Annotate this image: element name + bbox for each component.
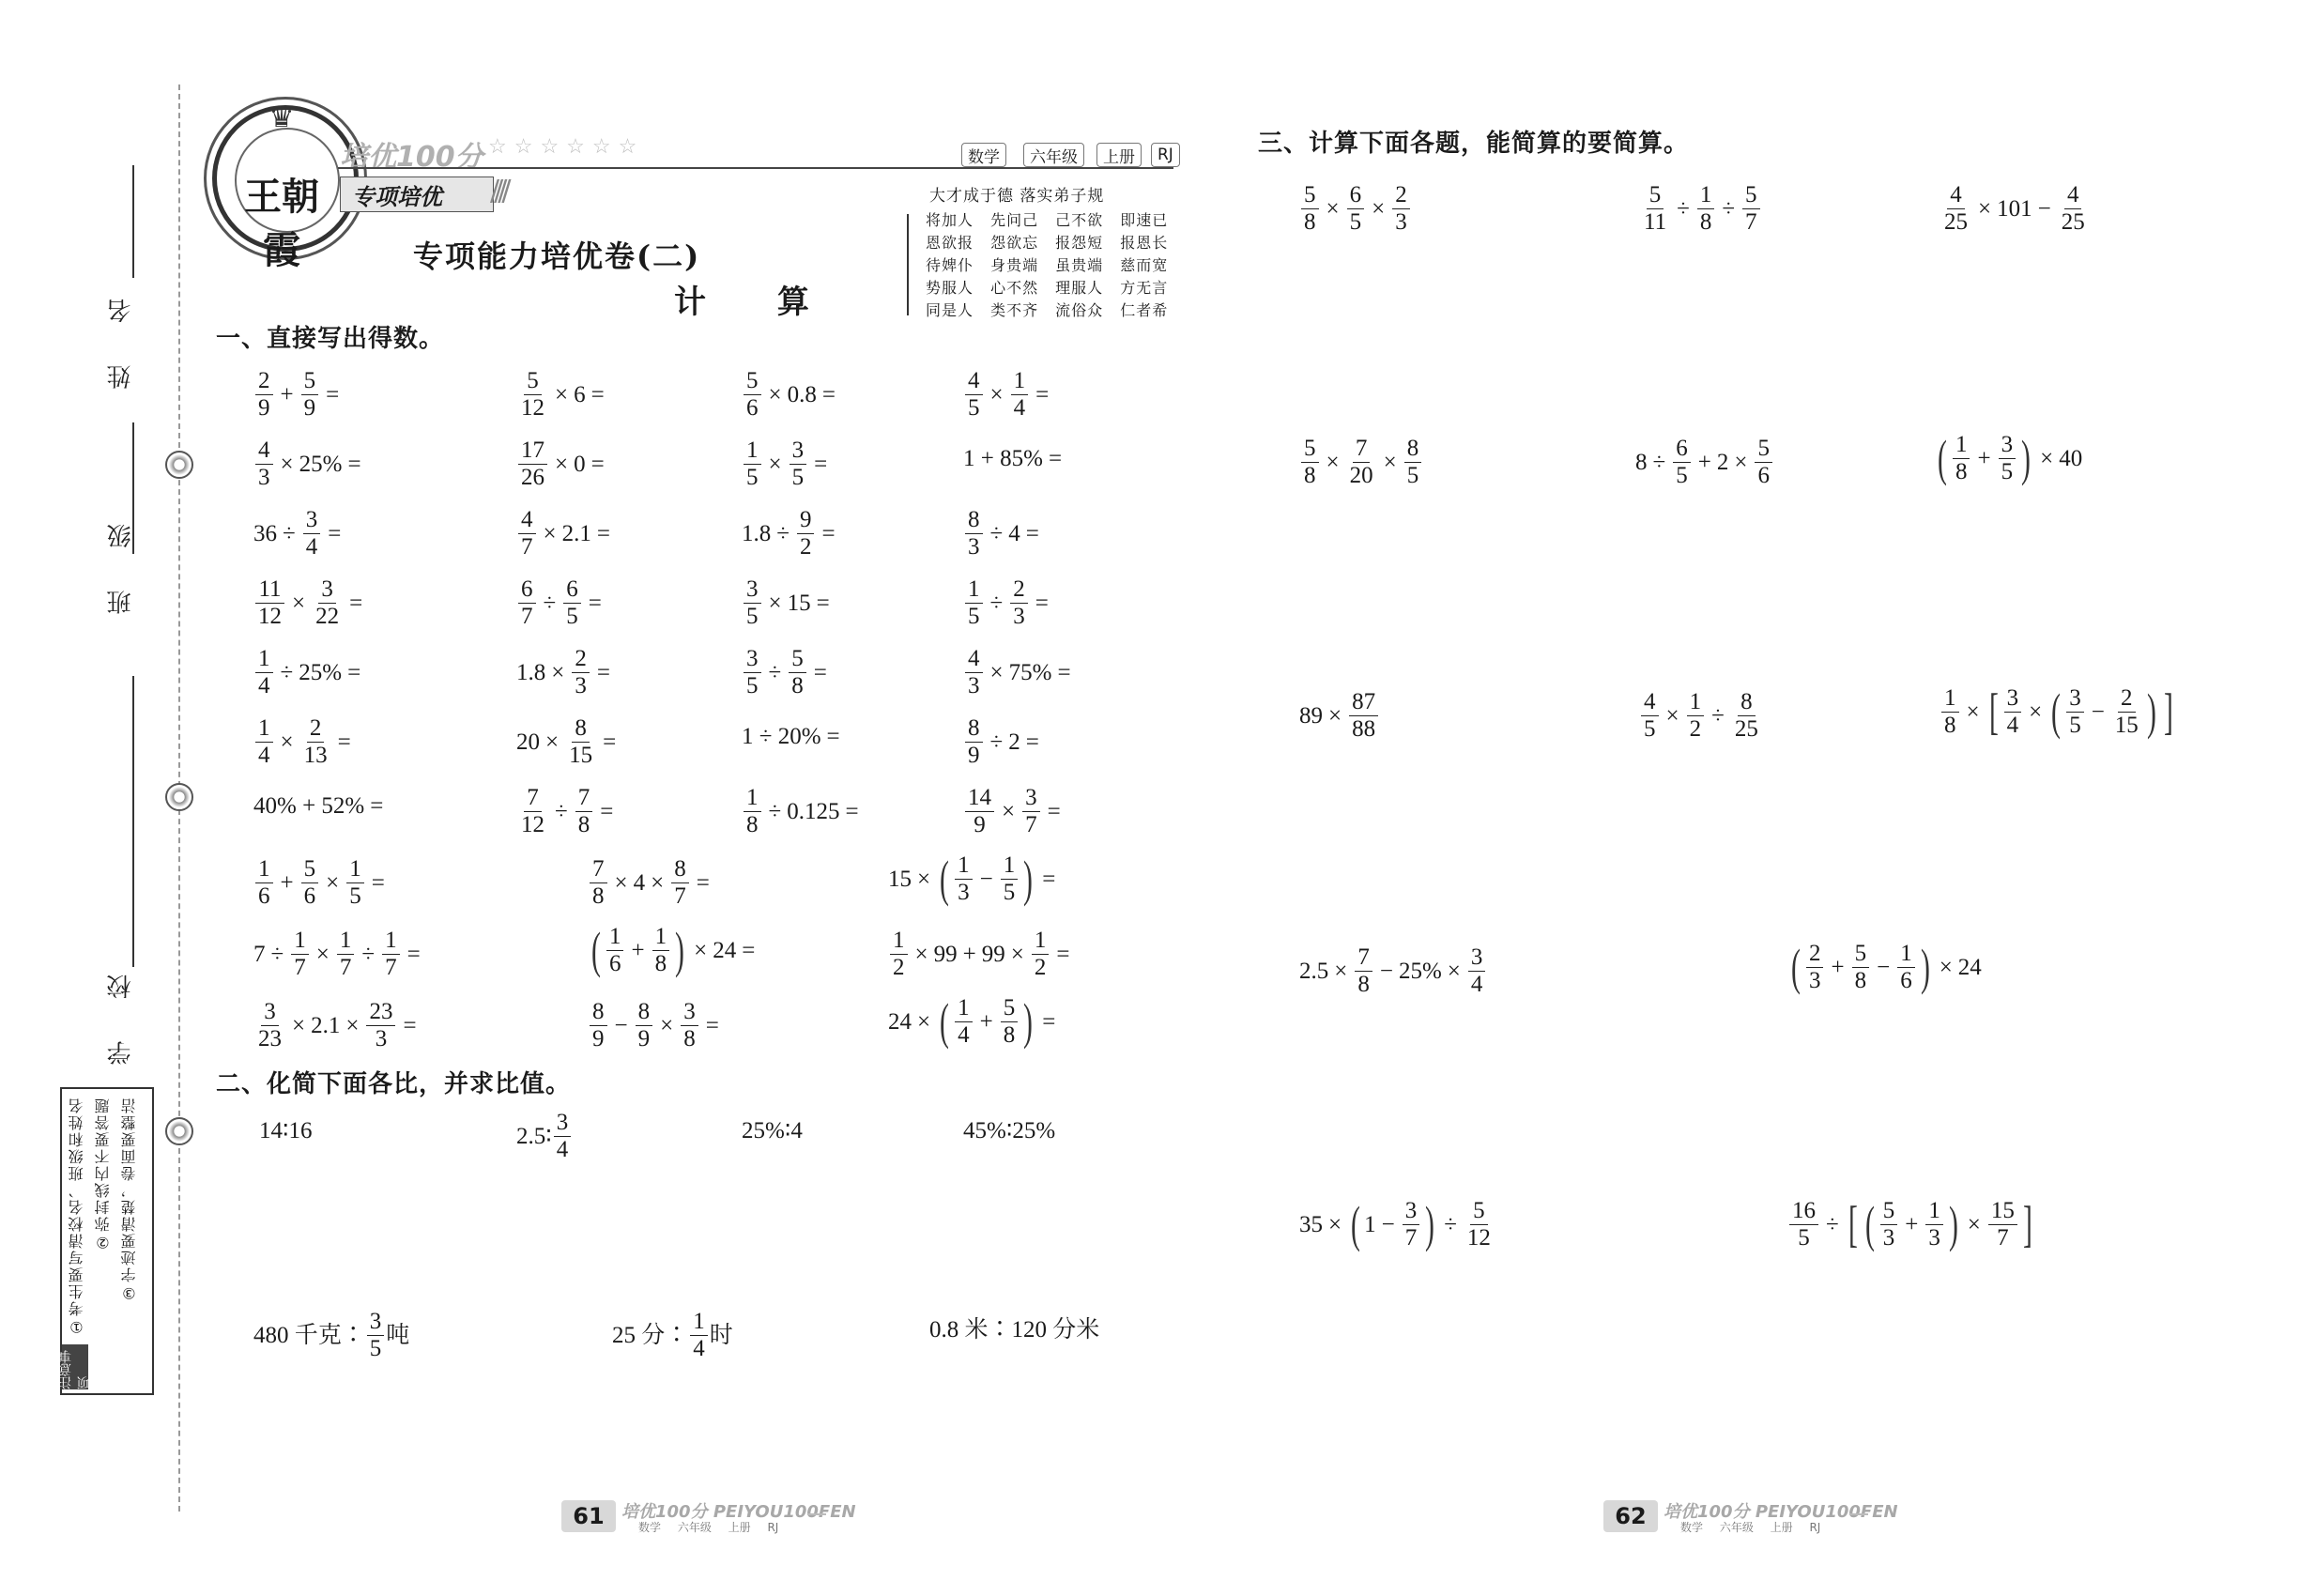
problem-5-3: $\frac{3}{5}$ ÷ $\frac{5}{8}$ = bbox=[742, 646, 833, 698]
problem-10-3: 24 × ( 1 4 + $\frac{5}{8}$ ) = bbox=[888, 993, 1056, 1050]
problem-1-4: $\frac{4}{5}$ × $\frac{1}{4}$ = bbox=[963, 368, 1054, 421]
name-line bbox=[132, 165, 134, 278]
notice-item: ③字迹要清楚，卷面要整洁 bbox=[120, 1097, 138, 1302]
problem-1-3: $\frac{5}{6}$ × 0.8 = bbox=[742, 368, 841, 421]
motto-line: 势服人 心不然 理服人 方无言 bbox=[926, 279, 1169, 297]
motto-heading: 大才成于德 落实弟子规 bbox=[929, 187, 1105, 206]
ratio-7: 0.8 米∶120 分米 bbox=[929, 1317, 1100, 1343]
problem-10-1: $\frac{3}{23}$ × 2.1 × $\frac{23}{3}$ = bbox=[258, 999, 417, 1051]
footer-arrow-left bbox=[807, 1513, 826, 1515]
notice-item: ②弥封线内不要答题 bbox=[94, 1097, 112, 1251]
notice-item: ①考生要写清校名、班级和姓名 bbox=[68, 1097, 85, 1336]
problem-3-3: 1.8 ÷ $\frac{9}{2}$ = bbox=[742, 507, 836, 560]
problem-4-4: $\frac{1}{5}$ ÷ $\frac{2}{3}$ = bbox=[963, 576, 1054, 629]
paper-title: 专项能力培优卷(二) bbox=[413, 238, 701, 274]
problem-2-4: 1 + 85% = bbox=[963, 446, 1063, 471]
problem-9-3: $\frac{1}{2}$ × 99 + 99 × $\frac{1}{2}$ = bbox=[888, 928, 1075, 980]
ratio-1: 14∶16 bbox=[259, 1118, 313, 1143]
problem-5-1: $\frac{1}{4}$ ÷ 25% = bbox=[253, 646, 366, 698]
calc-5: 8 ÷ $\frac{6}{5}$ + 2 × $\frac{5}{6}$ bbox=[1635, 436, 1774, 488]
problem-1-1: 2 9 + $\frac{5}{9}$ = bbox=[253, 368, 345, 421]
subject-pill: 数学 bbox=[961, 143, 1006, 167]
calc-8: $\frac{4}{5}$ × $\frac{1}{2}$ ÷ $\frac{8}{25}$ bbox=[1639, 689, 1763, 742]
motto-line: 恩欲报 怨欲忘 报怨短 报恩长 bbox=[926, 234, 1169, 252]
binding-hole bbox=[165, 1117, 193, 1145]
calc-7: 89 × $\frac{87}{88}$ bbox=[1299, 689, 1380, 742]
problem-7-1: 40% + 52% = bbox=[253, 793, 384, 819]
problem-9-1: 7 ÷ $\frac{1}{7}$ × $\frac{1}{7}$ ÷ $\frac{1}{7}$ = bbox=[253, 928, 421, 980]
notice-title: 注意事项 bbox=[62, 1344, 88, 1389]
class-label: 班 级 bbox=[107, 507, 135, 615]
problem-8-1: 1 6 + $\frac{5}{6}$ × $\frac{1}{5}$ = bbox=[253, 856, 391, 909]
calc-13: $\frac{16}{5}$ ÷ [ ( 5 3 + $\frac{1}{3}$ ) × $\frac{15}{7}$ ] bbox=[1787, 1198, 2036, 1251]
calc-12: 35 × ( 1 − $\frac{3}{7}$ ) ÷ $\frac{5}{12}$ bbox=[1299, 1196, 1491, 1252]
problem-5-2: 1.8 × $\frac{2}{3}$ = bbox=[516, 646, 610, 698]
logo-text: 王朝霞 bbox=[244, 175, 319, 272]
paper-subtitle: 计 算 bbox=[674, 284, 839, 321]
problem-3-1: 36 ÷ $\frac{3}{4}$ = bbox=[253, 507, 342, 560]
ratio-4: 45%∶25% bbox=[963, 1118, 1056, 1143]
problem-7-3: $\frac{1}{8}$ ÷ 0.125 = bbox=[742, 785, 865, 837]
problem-6-2: 20 × $\frac{8}{15}$ = bbox=[516, 715, 617, 768]
calc-6: ( 1 8 + $\frac{3}{5}$ ) × 40 bbox=[1938, 430, 2083, 486]
problem-8-3: 15 × ( 1 3 − $\frac{1}{5}$ ) = bbox=[888, 851, 1056, 907]
tab-decoration: //// bbox=[490, 175, 506, 207]
ratio-6: 25 分∶ 1 4 时 bbox=[612, 1309, 733, 1361]
header-rule bbox=[338, 167, 1173, 169]
problem-10-2: 8 9 − $\frac{8}{9}$ × $\frac{3}{8}$ = bbox=[588, 999, 725, 1051]
problem-6-1: $\frac{1}{4}$ × $\frac{2}{13}$ = bbox=[253, 715, 357, 768]
problem-1-2: $\frac{5}{12}$ × 6 = bbox=[521, 368, 605, 421]
name-label: 姓 名 bbox=[107, 282, 135, 390]
ratio-2: 2.5∶ 3 4 bbox=[516, 1110, 573, 1162]
problem-6-4: $\frac{8}{9}$ ÷ 2 = bbox=[963, 715, 1045, 768]
problem-2-2: $\frac{17}{26}$ × 0 = bbox=[516, 437, 610, 490]
page-number-right: 62 bbox=[1603, 1500, 1658, 1532]
problem-2-3: $\frac{1}{5}$ × $\frac{3}{5}$ = bbox=[742, 437, 833, 490]
footer-brand-right: 培优100分 PEIYOU100FEN bbox=[1664, 1502, 1898, 1522]
calc-4: $\frac{5}{8}$ × $\frac{7}{20}$ × $\frac{8}{5}$ bbox=[1299, 436, 1423, 488]
school-line bbox=[132, 676, 134, 967]
calc-9: $\frac{1}{8}$ × [ $\frac{3}{4}$ × ( 3 5 − $\frac{2}{15}$ ) ] bbox=[1940, 685, 2177, 738]
problem-5-4: $\frac{4}{3}$ × 75% = bbox=[963, 646, 1077, 698]
motto-line: 待婢仆 身贵端 虽贵端 慈而宽 bbox=[926, 256, 1169, 274]
section-2-heading: 二、化简下面各比，并求比值。 bbox=[216, 1070, 572, 1098]
problem-8-2: $\frac{7}{8}$ × 4 × $\frac{8}{7}$ = bbox=[588, 856, 715, 909]
calc-3: $\frac{4}{25}$ × 101 − $\frac{4}{25}$ bbox=[1944, 182, 2085, 235]
rating-stars: ☆☆☆☆☆☆ bbox=[488, 135, 645, 159]
page-number-left: 61 bbox=[561, 1500, 616, 1532]
grade-pill: 六年级 bbox=[1023, 143, 1084, 167]
problem-4-2: $\frac{6}{7}$ ÷ $\frac{6}{5}$ = bbox=[516, 576, 607, 629]
class-line bbox=[132, 422, 134, 554]
calc-2: $\frac{5}{11}$ ÷ $\frac{1}{8}$ ÷ $\frac{5}{7}$ bbox=[1639, 182, 1762, 235]
ratio-5: 480 千克∶ 3 5 吨 bbox=[253, 1309, 410, 1361]
volume-pill: 上册 bbox=[1096, 143, 1142, 167]
motto-line: 同是人 类不齐 流俗众 仁者希 bbox=[926, 301, 1169, 319]
problem-4-3: $\frac{3}{5}$ × 15 = bbox=[742, 576, 836, 629]
calc-10: 2.5 × $\frac{7}{8}$ − 25% × $\frac{3}{4}$ bbox=[1299, 944, 1487, 997]
school-label: 学 校 bbox=[107, 958, 135, 1066]
footer-brand-left: 培优100分 PEIYOU100FEN bbox=[621, 1502, 856, 1522]
edition-pill: RJ bbox=[1151, 143, 1180, 167]
crown-icon: ♛ bbox=[268, 101, 295, 134]
section-1-heading: 一、直接写出得数。 bbox=[216, 325, 445, 353]
calc-1: $\frac{5}{8}$ × $\frac{6}{5}$ × $\frac{2}{3}$ bbox=[1299, 182, 1412, 235]
problem-7-2: $\frac{7}{12}$ ÷ $\frac{7}{8}$ = bbox=[521, 785, 614, 837]
binding-hole bbox=[165, 783, 193, 811]
problem-7-4: $\frac{14}{9}$ × $\frac{3}{7}$ = bbox=[963, 785, 1066, 837]
section-3-heading: 三、计算下面各题，能简算的要简算。 bbox=[1258, 130, 1690, 158]
footer-arrow-right bbox=[1849, 1513, 1868, 1515]
problem-9-2: ( 1 6 + $\frac{1}{8}$ ) × 24 = bbox=[591, 922, 756, 978]
footer-sub-left: 数学 六年级 上册 RJ bbox=[638, 1521, 779, 1534]
problem-3-4: $\frac{8}{3}$ ÷ 4 = bbox=[963, 507, 1045, 560]
brand-name: 培优100分 bbox=[340, 141, 483, 174]
ratio-3: 25%∶4 bbox=[742, 1118, 803, 1143]
problem-3-2: $\frac{4}{7}$ × 2.1 = bbox=[516, 507, 616, 560]
series-tab: 专项培优 bbox=[340, 176, 494, 212]
motto-divider bbox=[907, 214, 909, 315]
calc-11: ( 2 3 + $\frac{5}{8}$ − $\frac{1}{6}$ ) × 24 bbox=[1791, 939, 1982, 995]
footer-sub-right: 数学 六年级 上册 RJ bbox=[1680, 1521, 1821, 1534]
problem-4-1: $\frac{11}{12}$ × $\frac{3}{22}$ = bbox=[253, 576, 368, 629]
binding-hole bbox=[165, 451, 193, 479]
problem-6-3: 1 ÷ 20% = bbox=[742, 724, 840, 749]
motto-line: 将加人 先问己 己不欲 即速已 bbox=[926, 211, 1169, 229]
problem-2-1: $\frac{4}{3}$ × 25% = bbox=[253, 437, 367, 490]
